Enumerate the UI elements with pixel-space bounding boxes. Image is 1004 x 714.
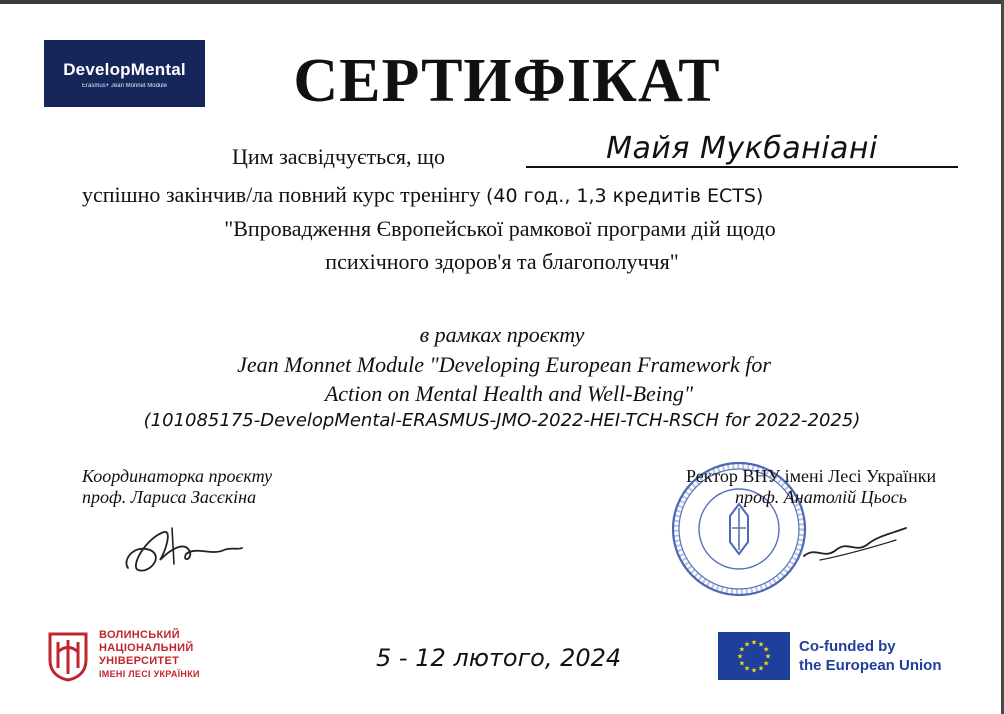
university-line-4: ІМЕНІ ЛЕСІ УКРАЇНКИ [99,669,200,679]
eu-star-icon: ★ [757,664,765,673]
course-title-line1: "Впровадження Європейської рамкової програми дій щодо [224,216,776,241]
eu-cofunded-text [799,637,942,675]
eu-star-icon: ★ [736,652,744,661]
top-border [0,0,1004,4]
rector-title: Ректор ВНУ імені Лесі Українки [686,466,937,486]
eu-star-icon: ★ [738,645,746,654]
eu-star-icon: ★ [762,645,770,654]
university-name [99,629,200,681]
eu-line-2: the European Union [799,657,942,674]
eu-star-icon: ★ [738,659,746,668]
eu-star-icon: ★ [750,638,758,647]
coordinator-name: проф. Лариса Засєкіна [82,487,257,507]
eu-star-icon: ★ [762,659,770,668]
university-logo-icon [44,630,92,682]
university-line-3: УНІВЕРСИТЕТ [99,655,180,667]
within-project-text: в рамках проєкту [419,322,585,347]
course-title-line2: психічного здоров'я та благополуччя" [325,249,679,274]
course-hours: (40 год., 1,3 кредитів ECTS) [485,185,764,207]
project-code: (101085175-DevelopMental-ERASMUS-JMO-2022-HEI-TCH-RSCH for 2022-2025) [143,410,861,431]
training-dates: 5 - 12 лютого, 2024 [376,644,622,672]
eu-star-icon: ★ [764,652,772,661]
eu-star-icon: ★ [750,666,758,675]
coordinator-signature [120,520,250,580]
logo-title: DevelopMental [63,60,186,79]
recipient-name: Майя Мукбаніані [606,131,878,166]
certifies-text: Цим засвідчується, що [232,144,445,169]
rector-signature [800,520,910,570]
project-line1: Jean Monnet Module "Developing European Framework for [237,352,771,377]
completed-line [82,182,763,208]
name-underline [526,166,958,168]
university-line-1: ВОЛИНСЬКИЙ [99,629,180,641]
coordinator-title: Координаторка проєкту [82,466,273,486]
project-line2: Action on Mental Health and Well-Being" [324,381,694,406]
eu-star-icon: ★ [743,640,751,649]
completed-text: успішно закінчив/ла повний курс тренінгу [82,182,481,207]
eu-star-icon: ★ [743,664,751,673]
eu-star-icon: ★ [757,640,765,649]
eu-line-1: Co-funded by [799,638,896,655]
certificate-title: СЕРТИФІКАТ [293,47,721,115]
rector-name: проф. Анатолій Цьось [735,487,907,507]
university-line-2: НАЦІОНАЛЬНИЙ [99,642,194,654]
eu-flag-icon [718,632,790,680]
logo-subtitle: Erasmus+ Jean Monnet Module [82,83,167,89]
